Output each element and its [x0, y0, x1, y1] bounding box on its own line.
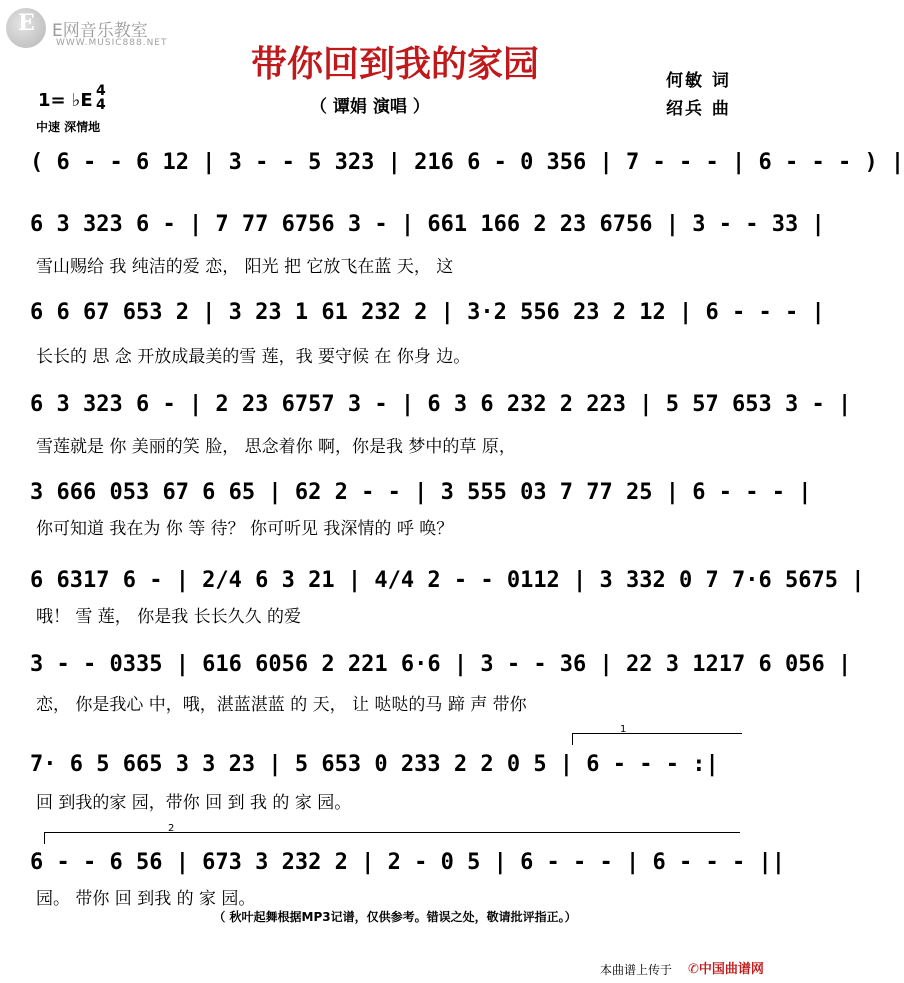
site-name: 中国曲谱网 — [698, 962, 764, 977]
score-line-7-notes: 3 - - 0335 | 616 6056 2 221 6·6 | 3 - - 36 | 22 3 1217 6 056 | — [30, 652, 852, 677]
site-logo[interactable] — [688, 958, 764, 977]
watermark-logo-letter: E — [18, 10, 35, 36]
time-signature: 4 4 — [96, 83, 106, 113]
score-line-2-notes: 6 3 323 6 - | 7 77 6756 3 - | 661 166 2 23 6756 | 3 - - 33 | — [30, 212, 825, 237]
key-signature: 1= ♭E — [38, 90, 93, 111]
score-line-9-lyrics: 园。 带你 回 到我 的 家 园。 — [36, 889, 256, 909]
score-line-1-notes: ( 6 - - 6 12 | 3 - - 5 323 | 216 6 - 0 356 | 7 - - - | 6 - - - ) | — [30, 150, 904, 175]
composer-credit: 绍兵 曲 — [666, 99, 731, 119]
transcription-note: （ 秋叶起舞根据MP3记谱，仅供参考。错误之处，敬请批评指正。） — [213, 910, 577, 924]
score-line-7-lyrics: 恋， 你是我心 中，哦，湛蓝湛蓝 的 天， 让 哒哒的马 蹄 声 带你 — [36, 695, 527, 715]
volta-1-number: 1 — [620, 724, 627, 735]
score-line-6-lyrics: 哦！ 雪 莲， 你是我 长长久久 的爱 — [36, 607, 302, 627]
score-line-5-lyrics: 你可知道 我在为 你 等 待？ 你可听见 我深情的 呼 唤？ — [36, 519, 454, 539]
watermark-name: E网音乐教室 — [52, 21, 148, 41]
volta-2-bracket — [44, 832, 740, 833]
volta-2-tick — [44, 832, 45, 844]
tempo-marking: 中速 深情地 — [36, 120, 101, 134]
singer-credit: （ 谭娟 演唱 ） — [310, 97, 430, 117]
score-line-9-notes: 6 - - 6 56 | 673 3 232 2 | 2 - 0 5 | 6 - - - | 6 - - - || — [30, 850, 785, 875]
score-line-3-lyrics: 长长的 思 念 开放成最美的雪 莲，我 要守候 在 你身 边。 — [36, 347, 471, 367]
volta-2-number: 2 — [168, 823, 175, 834]
site-logo-icon: ✆ — [688, 962, 699, 977]
score-line-4-lyrics: 雪莲就是 你 美丽的笑 脸， 思念着你 啊，你是我 梦中的草 原， — [36, 437, 516, 457]
upload-label: 本曲谱上传于 — [600, 963, 673, 977]
watermark-url: WWW.MUSIC888.NET — [56, 38, 168, 48]
score-line-2-lyrics: 雪山赐给 我 纯洁的爱 恋， 阳光 把 它放飞在蓝 天， 这 — [36, 257, 454, 277]
score-line-8-notes: 7· 6 5 665 3 3 23 | 5 653 0 233 2 2 0 5 | 6 - - - :| — [30, 752, 719, 777]
score-line-6-notes: 6 6317 6 - | 2/4 6 3 21 | 4/4 2 - - 0112 | 3 332 0 7 7·6 5675 | — [30, 568, 865, 593]
score-line-5-notes: 3 666 053 67 6 65 | 62 2 - - | 3 555 03 7 77 25 | 6 - - - | — [30, 480, 812, 505]
score-line-8-lyrics: 回 到我的家 园，带你 回 到 我 的 家 园。 — [36, 793, 352, 813]
song-title: 带你回到我的家园 — [250, 44, 539, 85]
lyricist-credit: 何敏 词 — [666, 71, 731, 91]
volta-1-bracket — [572, 733, 742, 734]
volta-1-tick — [572, 733, 573, 745]
score-line-3-notes: 6 6 67 653 2 | 3 23 1 61 232 2 | 3·2 556 23 2 12 | 6 - - - | — [30, 300, 825, 325]
score-line-4-notes: 6 3 323 6 - | 2 23 6757 3 - | 6 3 6 232 2 223 | 5 57 653 3 - | — [30, 392, 852, 417]
